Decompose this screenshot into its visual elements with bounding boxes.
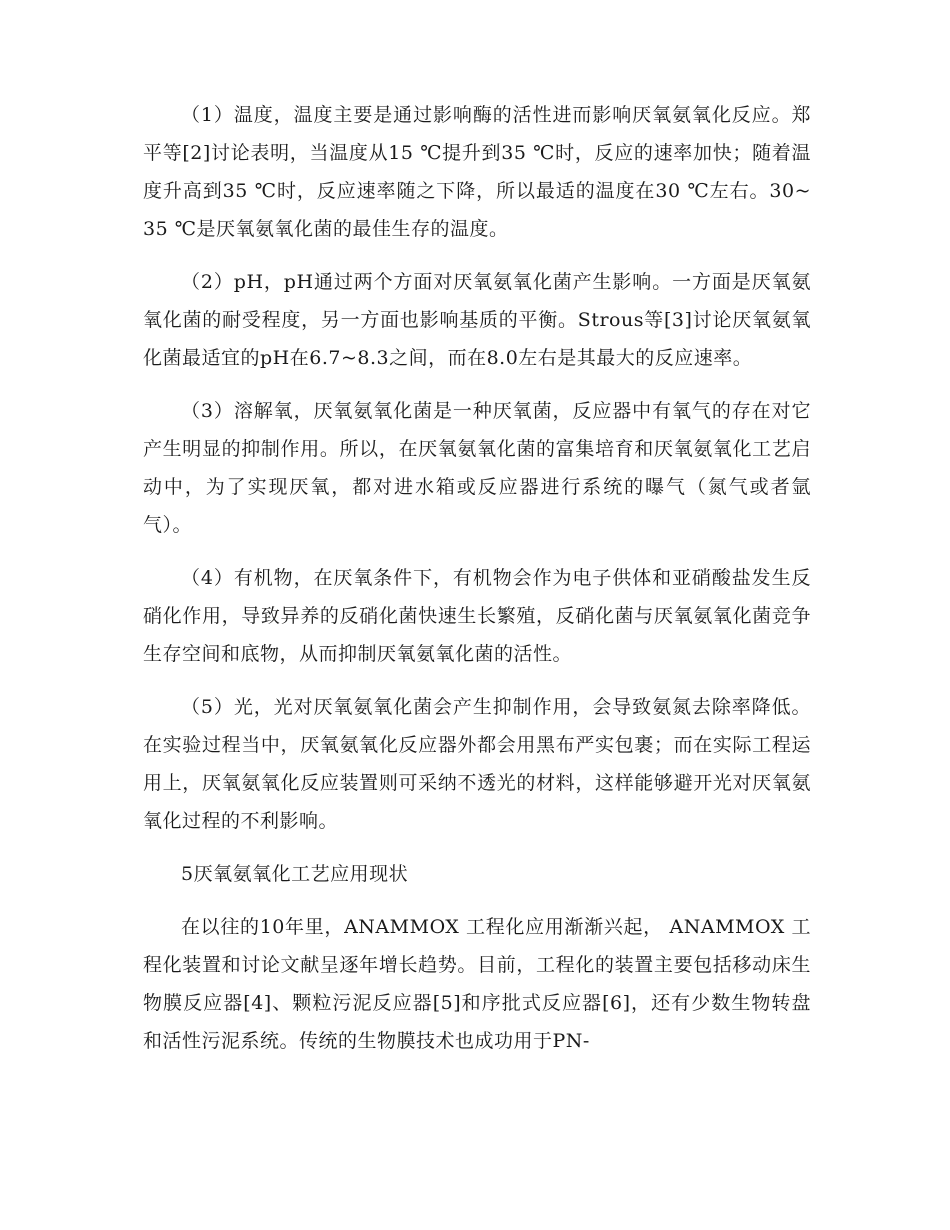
paragraph-ph: （2）pH，pH通过两个方面对厌氧氨氧化菌产生影响。一方面是厌氧氨氧化菌的耐受程度，另一方面也影响基质的平衡。Strous等[3]讨论厌氧氨氧化菌最适宜的pH在6.7~8.3之间，而在8.0左右是其最大的反应速率。 (143, 271, 811, 369)
paragraph-dissolved-oxygen: （3）溶解氧，厌氧氨氧化菌是一种厌氧菌，反应器中有氧气的存在对它产生明显的抑制作用。所以，在厌氧氨氧化菌的富集培育和厌氧氨氧化工艺启动中，为了实现厌氧，都对进水箱或反应器进行系统的曝气（氮气或者氩气）。 (143, 400, 811, 536)
document-body (143, 96, 811, 1075)
paragraph-light: （5）光，光对厌氧氨氧化菌会产生抑制作用，会导致氨氮去除率降低。在实验过程当中，厌氧氨氧化反应器外都会用黑布严实包裹；而在实际工程运用上，厌氧氨氧化反应装置则可采纳不透光的材料，这样能够避开光对厌氧氨氧化过程的不利影响。 (143, 696, 811, 832)
section-heading: 5厌氧氨氧化工艺应用现状 (181, 863, 409, 885)
paragraph-temperature: （1）温度，温度主要是通过影响酶的活性进而影响厌氧氨氧化反应。郑平等[2]讨论表明，当温度从15 ℃提升到35 ℃时，反应的速率加快；随着温度升高到35 ℃时，反应速率随之下降，所以最适的温度在30 ℃左右。30~35 ℃是厌氧氨氧化菌的最佳生存的温度。 (143, 104, 811, 240)
paragraph-application-status: 在以往的10年里，ANAMMOX 工程化应用渐渐兴起， ANAMMOX 工程化装置和讨论文献呈逐年增长趋势。目前，工程化的装置主要包括移动床生物膜反应器[4]、颗粒污泥反应器[5]和序批式反应器[6]，还有少数生物转盘和活性污泥系统。传统的生物膜技术也成功用于PN- (143, 916, 811, 1052)
paragraph-organic-matter: （4）有机物，在厌氧条件下，有机物会作为电子供体和亚硝酸盐发生反硝化作用，导致异养的反硝化菌快速生长繁殖，反硝化菌与厌氧氨氧化菌竞争生存空间和底物，从而抑制厌氧氨氧化菌的活性。 (143, 567, 811, 665)
